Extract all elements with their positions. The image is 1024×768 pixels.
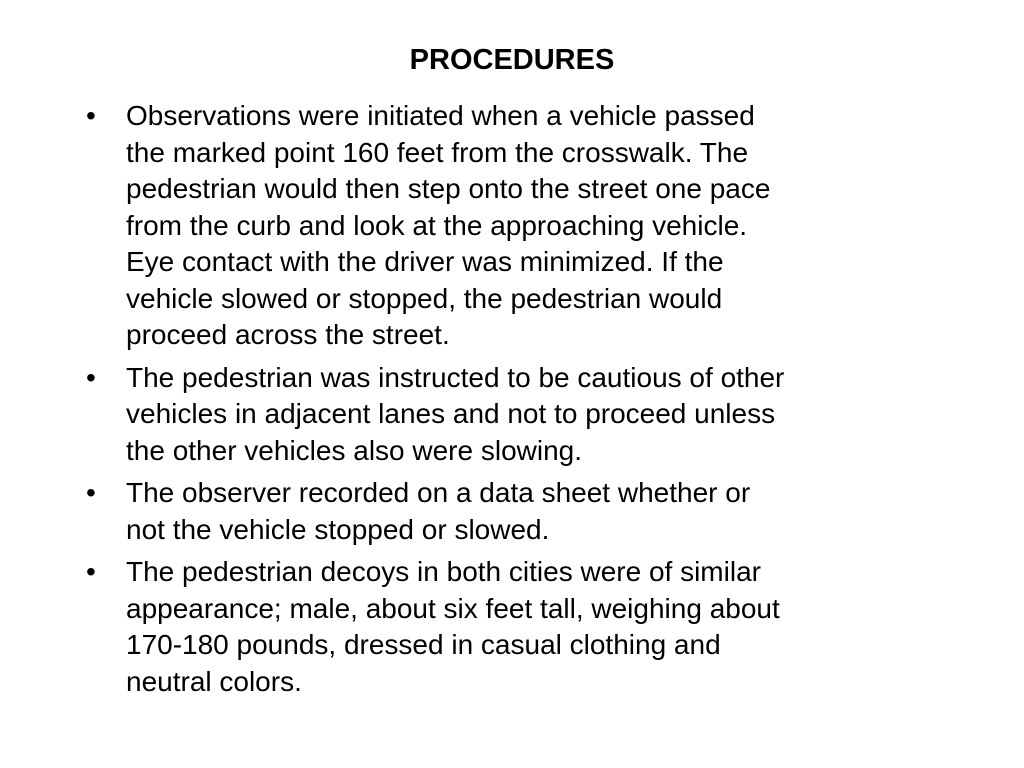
bullet-marker: • [86,361,96,393]
bullet-item-2 [86,360,946,470]
bullet-text-2: The pedestrian was instructed to be cautious of other vehicles in adjacent lanes and not to proceed unless the other vehicles also were slowing. [126,361,785,466]
bullet-list [86,98,946,706]
bullet-marker: • [86,100,96,131]
bullet-item-1 [86,98,946,354]
bullet-item-3 [86,475,946,548]
bullet-marker: • [86,477,96,508]
slide-title: PROCEDURES [409,44,615,76]
bullet-marker: • [86,556,96,587]
bullet-text-3: The observer recorded on a data sheet whether or not the vehicle stopped or slowed. [126,477,751,545]
bullet-text-1: Observations were initiated when a vehicle passed the marked point 160 feet from the crosswalk. The pedestrian would then step onto the street one pace from the curb and look at the approaching vehicle. Eye contact with the driver was minimized. If the vehicle slowed or stopped, the pedestrian would proceed across the street. [126,100,771,350]
bullet-text-4: The pedestrian decoys in both cities were of similar appearance; male, about six feet tall, weighing about 170-180 pounds, dressed in casual clothing and neutral colors. [126,556,780,697]
bullet-item-4 [86,554,946,700]
